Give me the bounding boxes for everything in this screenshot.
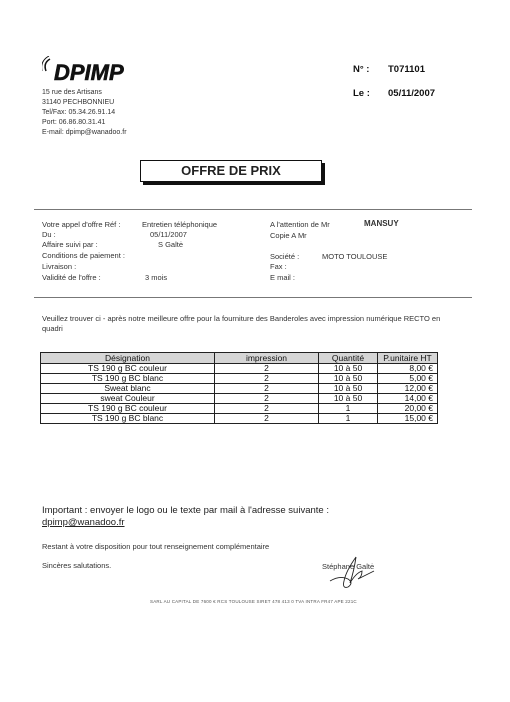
- designation-cell: TS 190 g BC couleur: [41, 364, 215, 374]
- table-row: [41, 394, 438, 404]
- impression-cell: 2: [215, 374, 319, 384]
- price-cell: 5,00 €: [378, 374, 438, 384]
- quantity-cell: 10 à 50: [319, 384, 378, 394]
- separator-line: [34, 297, 472, 298]
- info-value: Entretien téléphonique: [142, 220, 218, 229]
- info-label: Votre appel d'offre Réf :: [42, 220, 121, 229]
- recipient-name: MANSUY: [364, 219, 399, 228]
- important-notice: [42, 505, 329, 529]
- info-label: Validité de l'offre :: [42, 273, 101, 282]
- info-label: Société :: [270, 252, 300, 261]
- price-cell: 20,00 €: [378, 404, 438, 414]
- info-value: 05/11/2007: [150, 230, 187, 239]
- price-cell: 12,00 €: [378, 384, 438, 394]
- quote-number: T071101: [388, 64, 425, 75]
- impression-cell: 2: [215, 364, 319, 374]
- impression-cell: 2: [215, 414, 319, 424]
- quote-date-label: Le :: [353, 88, 370, 99]
- contact-email-link[interactable]: dpimp@wanadoo.fr: [42, 517, 125, 528]
- important-text: Important : envoyer le logo ou le texte par mail à l'adresse suivante :: [42, 505, 329, 516]
- address-line: 31140 PECHBONNIEU: [42, 99, 115, 106]
- address-line: Port: 06.86.80.31.41: [42, 119, 106, 126]
- address-line: 15 rue des Artisans: [42, 89, 102, 96]
- info-label: Conditions de paiement :: [42, 251, 125, 260]
- designation-cell: sweat Couleur: [41, 394, 215, 404]
- logo-text: DPIMP: [54, 60, 124, 85]
- designation-cell: TS 190 g BC blanc: [41, 374, 215, 384]
- quote-date: 05/11/2007: [388, 88, 436, 99]
- availability-text: Restant à votre disposition pour tout renseignement complémentaire: [42, 542, 270, 551]
- price-table: [40, 352, 438, 424]
- info-label: Du :: [42, 230, 56, 239]
- price-cell: 15,00 €: [378, 414, 438, 424]
- salutation-text: Sincères salutations.: [42, 561, 112, 570]
- info-label: Copie A Mr: [270, 231, 307, 240]
- quote-number-label: N° :: [353, 64, 370, 75]
- table-row: [41, 384, 438, 394]
- column-header: impression: [215, 353, 319, 364]
- info-value: S Galtė: [158, 240, 184, 249]
- info-label: Affaire suivi par :: [42, 240, 98, 249]
- column-header: Quantité: [319, 353, 378, 364]
- table-row: [41, 374, 438, 384]
- price-cell: 14,00 €: [378, 394, 438, 404]
- price-cell: 8,00 €: [378, 364, 438, 374]
- offer-description: Veuillez trouver ci - après notre meilleure offre pour la fourniture des Banderoles avec impression numérique RECTO en quadri: [42, 314, 441, 333]
- company-logo: [42, 56, 142, 86]
- quantity-cell: 1: [319, 414, 378, 424]
- table-row: [41, 364, 438, 374]
- column-header: Désignation: [41, 353, 215, 364]
- address-line: E-mail: dpimp@wanadoo.fr: [42, 129, 127, 136]
- info-label: E mail :: [270, 273, 296, 282]
- address-line: Tel/Fax: 05.34.26.91.14: [42, 109, 116, 116]
- quantity-cell: 10 à 50: [319, 374, 378, 384]
- logo-graphic: [42, 56, 142, 86]
- separator-line: [34, 209, 472, 210]
- company-address: [42, 88, 127, 138]
- info-label: Livraison :: [42, 262, 77, 271]
- table-row: [41, 404, 438, 414]
- impression-cell: 2: [215, 384, 319, 394]
- designation-cell: TS 190 g BC blanc: [41, 414, 215, 424]
- table-row: [41, 414, 438, 424]
- info-label: A l'attention de Mr: [270, 220, 330, 229]
- quantity-cell: 1: [319, 404, 378, 414]
- signature-graphic: [322, 543, 382, 593]
- impression-cell: 2: [215, 404, 319, 414]
- column-header: P.unitaire HT: [378, 353, 438, 364]
- designation-cell: Sweat blanc: [41, 384, 215, 394]
- quantity-cell: 10 à 50: [319, 364, 378, 374]
- document-title: OFFRE DE PRIX: [140, 160, 322, 182]
- signatory-name: Stéphane Galtė: [322, 562, 375, 571]
- info-value: 3 mois: [145, 273, 168, 282]
- company-name: MOTO TOULOUSE: [322, 252, 388, 261]
- signature: [322, 543, 382, 593]
- table-header-row: [41, 353, 438, 364]
- designation-cell: TS 190 g BC couleur: [41, 404, 215, 414]
- impression-cell: 2: [215, 394, 319, 404]
- legal-footer: SARL AU CAPITAL DE 7600 € RCS TOULOUSE SIRET 478 413 0 TVA INTRA FR47 APE 221C: [150, 599, 357, 604]
- quantity-cell: 10 à 50: [319, 394, 378, 404]
- info-label: Fax :: [270, 262, 287, 271]
